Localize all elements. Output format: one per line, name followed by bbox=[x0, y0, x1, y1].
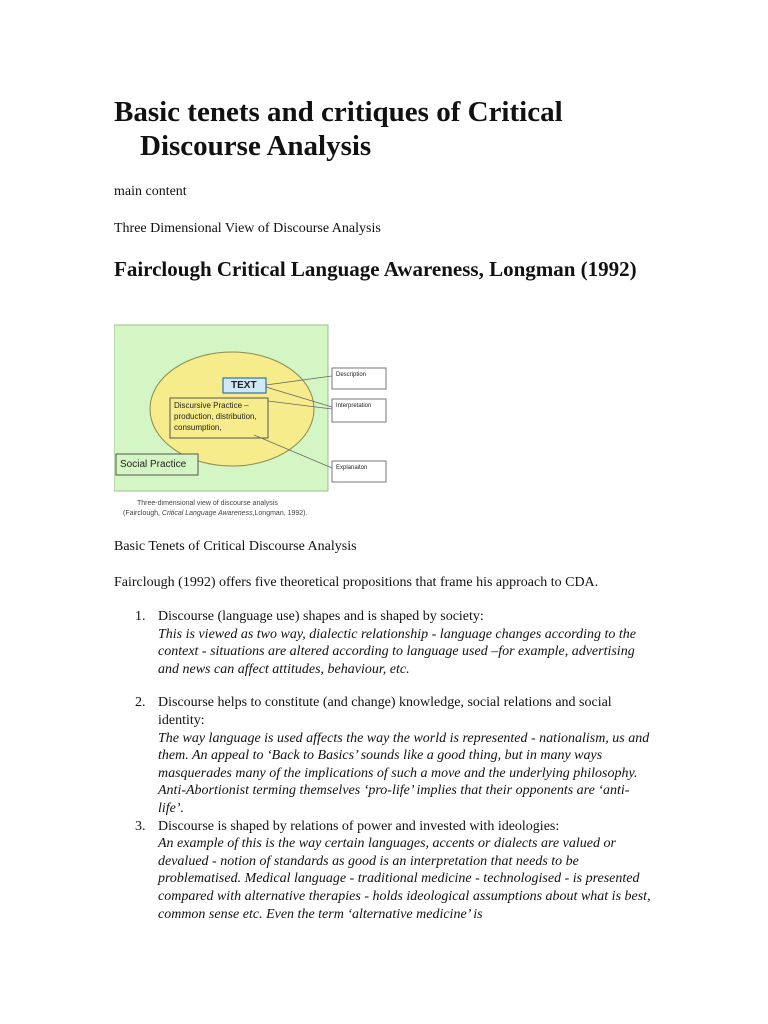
description-label: Description bbox=[336, 372, 367, 378]
list-number: 1. bbox=[135, 609, 146, 624]
tenet-explanation: This is viewed as two way, dialectic relationship - language changes according to the context - situations are altered according to language used –for example, advertising and news can affect attitudes, behaviour, etc. bbox=[158, 626, 637, 677]
tenet-explanation: An example of this is the way certain languages, accents or dialects are valued or devalued - notion of standards as good is an interpretation that needs to be problematised. Medical language - traditional medicine - technologised - is presented compared with alternative therapies - holds ideological assumptions about what is best, common sense etc. Even the term ‘alternative medicine’ is bbox=[158, 836, 651, 922]
list-number: 2. bbox=[135, 695, 146, 711]
main-content-label: main content bbox=[114, 184, 187, 199]
discursive-line-3: consumption, bbox=[174, 423, 222, 432]
list-item bbox=[114, 818, 654, 924]
explanation-label: Explanaiton bbox=[336, 465, 368, 471]
text-box-label: TEXT bbox=[231, 380, 257, 391]
list-item bbox=[114, 694, 654, 817]
subheading: Fairclough Critical Language Awareness, Longman (1992) bbox=[114, 257, 637, 281]
three-dimensional-diagram bbox=[114, 323, 396, 519]
tenet-statement: Discourse (language use) shapes and is shaped by society: bbox=[158, 609, 484, 624]
page-title: Basic tenets and critiques of Critical Discourse Analysis bbox=[114, 96, 563, 162]
discursive-line-2: production, distribution, bbox=[174, 412, 257, 421]
figure-caption-line-2: (Fairclough, Critical Language Awareness,Longman, 1992). bbox=[123, 510, 308, 517]
tenet-statement: Discourse is shaped by relations of power and invested with ideologies: bbox=[158, 818, 560, 834]
list-number: 3. bbox=[135, 818, 146, 834]
list-item bbox=[114, 608, 654, 678]
social-practice-label: Social Practice bbox=[120, 459, 187, 470]
figure-caption-line-1: Three-dimensional view of discourse analysis bbox=[137, 500, 278, 507]
tenets-list bbox=[114, 608, 654, 923]
tenet-explanation: The way language is used affects the way the world is represented - nationalism, us and them. An appeal to ‘Back to Basics’ sounds like a good thing, but in many ways masquerades many of the implications of such a move and the underlying philosophy. Anti-Abortionist terming themselves ‘pro-life’ implies that their opponents are ‘anti-life’. bbox=[158, 730, 650, 816]
interpretation-label: Interpretation bbox=[336, 403, 372, 409]
tenet-statement: Discourse helps to constitute (and change) knowledge, social relations and social identity: bbox=[158, 695, 612, 728]
section-label: Three Dimensional View of Discourse Analysis bbox=[114, 221, 381, 236]
tenets-heading: Basic Tenets of Critical Discourse Analysis bbox=[114, 539, 357, 554]
tenets-intro: Fairclough (1992) offers five theoretical propositions that frame his approach to CDA. bbox=[114, 575, 599, 590]
discursive-line-1: Discursive Practice – bbox=[174, 401, 249, 410]
